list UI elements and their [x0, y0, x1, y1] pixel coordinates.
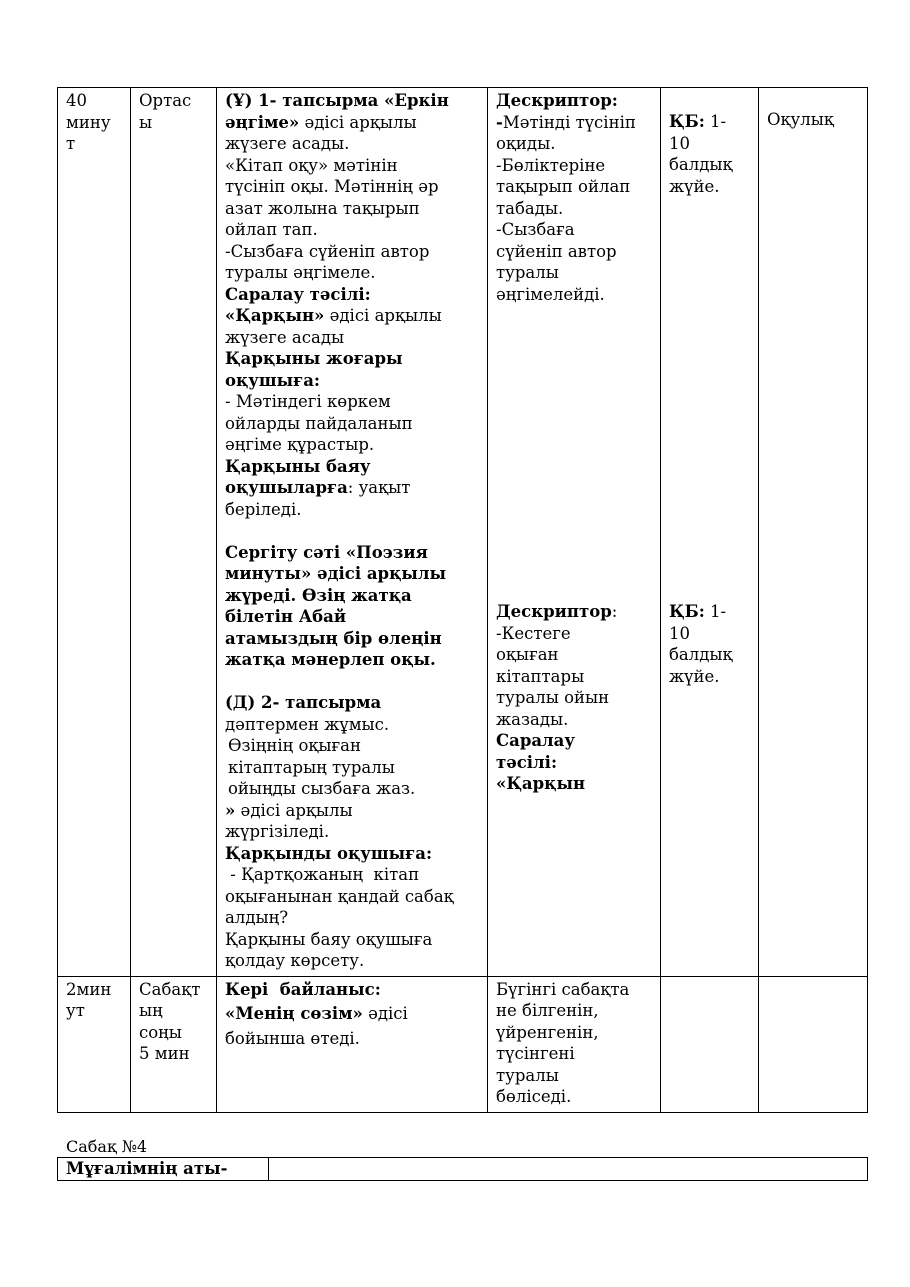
- table-row: [58, 1158, 868, 1181]
- time-cell: 40 мину т: [58, 88, 131, 977]
- task-block-3: (Д) 2- тапсырма дәптермен жұмыс. Өзіңнің оқыған кітаптарың туралы ойыңды сызбаға жаз. » әдісі арқылы жүргізіледі. Қарқынды оқушыға: - Қартқожаның кітап оқығанынан қандай сабақ алдың? Қарқыны баяу оқушыға қолдау көрсету.: [225, 693, 454, 970]
- stage-cell: Ортас ы: [131, 88, 217, 977]
- stage-cell: Сабақт ың соңы 5 мин: [131, 976, 217, 1112]
- task-block-1: (Ұ) 1- тапсырма «Еркін әңгіме» әдісі арқылы жүзеге асады. «Кітап оқу» мәтінін түсініп оқы. Мәтіннің әр азат жолына тақырып ойлап тап. -Сызбаға сүйеніп автор туралы әңгімеле. Саралау тәсілі: «Қарқын» әдісі арқылы жүзеге асады Қарқыны жоғары оқушыға: - Мәтіндегі көркем ойларды пайдаланып әңгіме құрастыр. Қарқыны баяу оқушыларға: уақыт беріледі.: [225, 91, 449, 519]
- feedback-cell: Кері байланыс: «Менің сөзім» әдісі бойынша өтеді.: [217, 976, 488, 1112]
- assessment-1: ҚБ: 1- 10 балдық жүйе.: [669, 112, 733, 196]
- descriptor-cell: [488, 88, 661, 977]
- empty-cell: [661, 976, 759, 1112]
- assessment-2: ҚБ: 1- 10 балдық жүйе.: [669, 602, 733, 686]
- time-cell: 2мин ут: [58, 976, 131, 1112]
- resource-cell: Оқулық: [759, 88, 868, 977]
- descriptor-2: Дескриптор: -Кестеге оқыған кітаптары туралы ойын жазады. Саралау тәсілі: «Қарқын: [496, 602, 618, 793]
- task-block-2: Сергіту сәті «Поэзия минуты» әдісі арқылы жүреді. Өзің жатқа білетін Абай атамыздың бір өлеңін жатқа мәнерлеп оқы.: [225, 542, 447, 669]
- task-cell: [217, 88, 488, 977]
- table-row: [58, 976, 868, 1112]
- assessment-cell: [661, 88, 759, 977]
- teacher-name-value: [269, 1158, 868, 1181]
- table-row: [58, 88, 868, 977]
- teacher-table: [57, 1157, 868, 1181]
- empty-cell: [759, 976, 868, 1112]
- result-cell: Бүгінгі сабақта не білгенін, үйренгенін, түсінгені туралы бөліседі.: [488, 976, 661, 1112]
- lesson-plan-table: [57, 87, 868, 1113]
- lesson-number: Сабақ №4: [66, 1137, 148, 1156]
- descriptor-1: Дескриптор: -Мәтінді түсініп оқиды. -Бөліктеріне тақырып ойлап табады. -Сызбаға сүйеніп автор туралы әңгімелейді.: [496, 91, 636, 304]
- teacher-name-label: Мұғалімнің аты-: [58, 1158, 269, 1181]
